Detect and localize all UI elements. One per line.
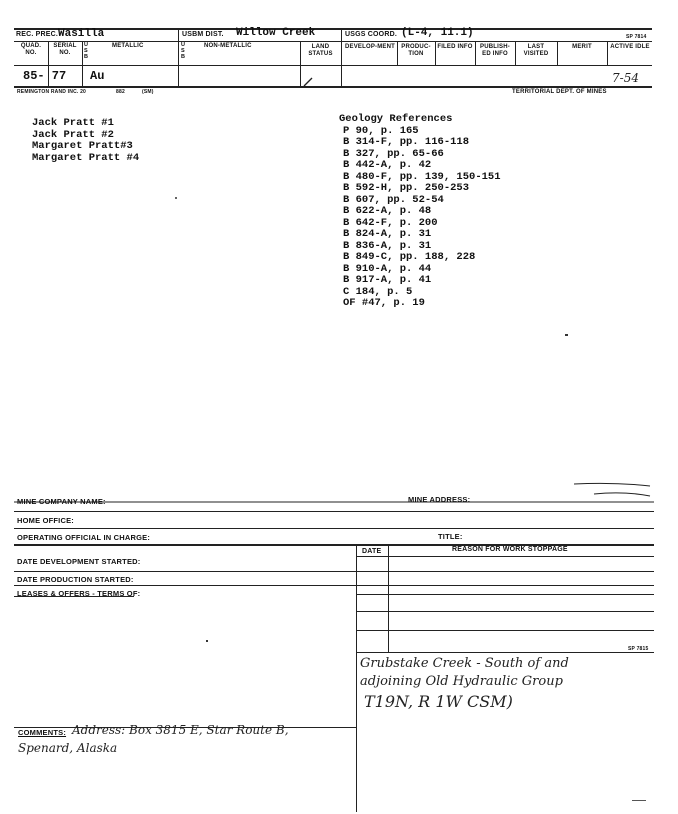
header-divider [82,41,83,86]
geology-ref: B 607, pp. 52-54 [343,193,444,206]
footer-rule [14,528,654,529]
header-divider [178,41,179,66]
active-idle-value: 7-54 [612,71,639,85]
col-production: PRODUC-TION [401,44,431,57]
location-line-2: adjoining Old Hydraulic Group [360,674,563,689]
geology-ref: OF #47, p. 19 [343,297,425,309]
comments-line-1: Address: Box 3815 E, Star Route B, [72,723,289,737]
geology-ref: B 480-F, pp. 139, 150-151 [343,170,501,183]
form-number-top: SP 7814 [626,34,647,40]
usgs-coord-label: USGS COORD. [345,31,397,38]
claim-item: Margaret Pratt#3 [32,140,133,152]
territorial-dept: TERRITORIAL DEPT. OF MINES [512,89,607,95]
mine-address-label: MINE ADDRESS: [408,495,471,504]
col-serial-no: SERIAL NO. [53,43,77,56]
title-label: TITLE: [438,532,463,541]
leases-label: LEASES & OFFERS - TERMS OF: [17,589,141,598]
scan-speck [565,334,568,336]
col-active-idle: ACTIVE IDLE [610,44,650,50]
mine-company-name-label: MINE COMPANY NAME: [17,497,106,506]
geology-ref: C 184, p. 5 [343,285,413,298]
printer-mark: REMINGTON RAND INC. 20 [17,89,87,95]
footer-rule [356,611,654,612]
col-land-status: LAND STATUS [308,44,333,57]
scan-speck [175,197,177,199]
comments-line-2: Spenard, Alaska [18,741,118,755]
operating-official-label: OPERATING OFFICIAL IN CHARGE: [17,533,151,542]
col-last-visited: LAST VISITED [523,44,549,57]
geology-ref: B 849-C, pp. 188, 228 [343,251,476,263]
printer-code: 882 [116,89,125,95]
footer-rule [356,652,654,653]
comments-label: COMMENTS: [18,728,67,737]
claim-item: Jack Pratt #2 [32,128,114,141]
header-bottom-rule [14,86,652,88]
header-divider [341,28,342,86]
footer-rule [14,511,654,512]
geology-references [339,114,501,310]
location-line-3: T19N, R 1W CSM) [364,692,513,711]
date-production-label: DATE PRODUCTION STARTED: [17,575,134,584]
footer-rule [356,594,654,595]
col-published-info: PUBLISH-ED INFO [480,44,510,57]
col-merit: MERIT [572,44,592,50]
location-line-1: Grubstake Creek - South of and [360,656,569,671]
col-filed-info: FILED INFO [437,44,473,50]
home-office-label: HOME OFFICE: [17,516,74,525]
scan-speck [206,640,208,642]
usbm-dist-label: USBM DIST. [182,31,224,38]
claim-item: Margaret Pratt #4 [32,151,140,164]
metallic-value: Au [90,69,105,83]
geology-ref: B 910-A, p. 44 [343,262,432,275]
scan-speck [632,800,646,801]
footer-top-edge [14,478,654,508]
col-non-metallic: NON-METALLIC [204,43,252,49]
rec-prec-value: Wasilla [58,28,105,40]
geology-ref: B 836-A, p. 31 [343,239,432,252]
usb-marks-metallic: U S B [84,42,89,60]
geology-ref: B 917-A, p. 41 [343,274,432,286]
date-development-label: DATE DEVELOPMENT STARTED: [17,557,141,566]
land-status-mark [300,76,320,88]
footer-rule [14,571,654,572]
geology-ref: B 824-A, p. 31 [343,228,432,240]
geology-ref: P 90, p. 165 [343,124,419,137]
rec-prec-label: REC. PREC. [16,31,59,38]
col-development: DEVELOP-MENT [344,44,396,50]
claim-item: Jack Pratt #1 [32,117,114,129]
footer-rule [356,630,654,631]
form-number-bottom: SP 7815 [628,646,649,652]
col-quad-no: QUAD. NO. [20,43,42,56]
quad-serial-value: 85- 77 [23,69,67,83]
printer-code-2: (SM) [142,89,154,95]
footer-divider [388,544,389,652]
claims-list [32,118,139,164]
date-col-header: DATE [362,548,382,555]
geology-heading: Geology References [339,113,453,125]
geology-ref: B 592-H, pp. 250-253 [343,182,470,194]
footer-rule [14,585,654,586]
usb-marks-nonmetallic: U S B [181,42,186,60]
geology-ref: B 642-F, p. 200 [343,216,438,229]
header-top-rule [14,28,652,30]
reason-col-header: REASON FOR WORK STOPPAGE [452,546,568,553]
usbm-dist-value: Willow Creek [236,27,316,39]
col-metallic: METALLIC [112,43,144,49]
geology-ref: B 442-A, p. 42 [343,159,432,171]
footer-rule [356,556,654,557]
geology-ref: B 622-A, p. 48 [343,205,432,217]
leases-underline [14,596,134,597]
geology-ref: B 327, pp. 65-66 [343,147,444,160]
geology-ref: B 314-F, pp. 116-118 [343,136,470,148]
usgs-coord-value: (L-4, 11.1) [401,27,474,39]
